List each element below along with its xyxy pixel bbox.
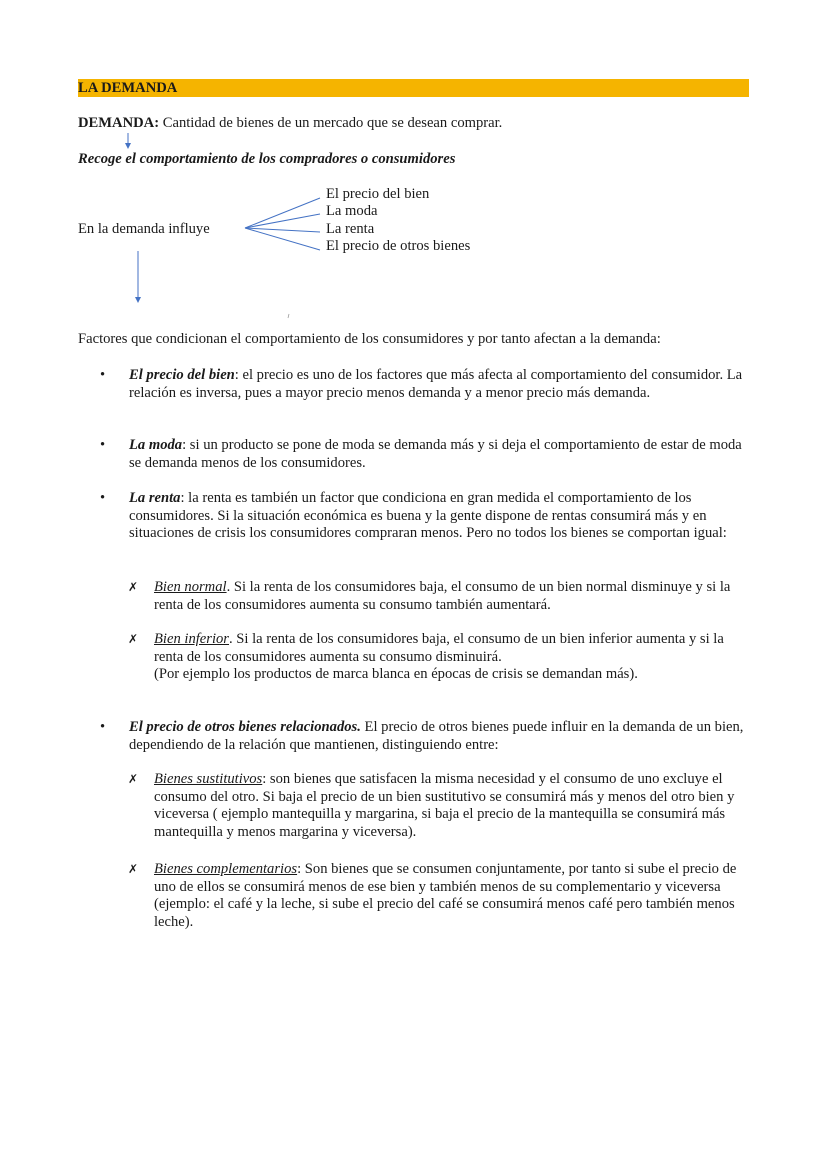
sub-item bbox=[128, 861, 750, 931]
factor-item bbox=[100, 367, 750, 402]
factor-term: El precio de otros bienes relacionados. bbox=[129, 719, 361, 735]
sub-item bbox=[128, 771, 750, 841]
bullet-icon: • bbox=[100, 719, 106, 735]
recoge-line: Recoge el comportamiento de los compradores o consumidores bbox=[78, 151, 456, 167]
cross-mark-icon: ✗ bbox=[128, 632, 139, 646]
factor-term: La moda bbox=[129, 437, 183, 453]
factor-term: La renta bbox=[129, 490, 181, 506]
influence-item: El precio del bien bbox=[326, 186, 430, 202]
definition-term: DEMANDA: bbox=[78, 115, 160, 131]
sub-term: Bienes complementarios bbox=[154, 861, 298, 877]
factor-text: El precio de otros bienes puede influir en la demanda de un bien, dependiendo de la relación que mantienen, distinguiendo entre: bbox=[129, 719, 744, 753]
sub-note: (Por ejemplo los productos de marca blanca en épocas de crisis se demandan más). bbox=[154, 666, 638, 682]
factor-text: : la renta es también un factor que condiciona en gran medida el comportamiento de los consumidores. Si la situación económica es buena y la gente dispone de rentas consumirá más y en situaciones de crisis los consumidores compraran menos. Pero no todos los bienes se comportan igual: bbox=[129, 490, 727, 541]
section-title: LA DEMANDA bbox=[78, 80, 178, 96]
influence-item: La renta bbox=[326, 221, 375, 237]
sub-term: Bien inferior bbox=[154, 631, 229, 647]
sub-term: Bienes sustitutivos bbox=[154, 771, 263, 787]
cross-mark-icon: ✗ bbox=[128, 862, 139, 876]
factor-text: : si un producto se pone de moda se demanda más y si deja el comportamiento de estar de moda se demanda menos de los consumidores. bbox=[129, 437, 742, 471]
sub-text: . Si la renta de los consumidores baja, el consumo de un bien inferior aumenta y si la renta de los consumidores aumenta su consumo disminuirá. bbox=[154, 631, 724, 665]
definition-text: Cantidad de bienes de un mercado que se desean comprar. bbox=[159, 115, 503, 131]
definition-line bbox=[78, 115, 502, 133]
factor-item bbox=[100, 490, 750, 543]
factor-text: : el precio es uno de los factores que más afecta al comportamiento del consumidor. La relación es inversa, pues a mayor precio menos demanda y a menor precio más demanda. bbox=[129, 367, 743, 401]
bullet-icon: • bbox=[100, 490, 106, 506]
influence-item: El precio de otros bienes bbox=[326, 238, 471, 254]
sub-text: : son bienes que satisfacen la misma necesidad y el consumo de uno excluye el consumo del otro. Si baja el precio de un bien sustitutivo se consumirá más y menos del otro bien y viceversa ( ejemplo mantequilla y margarina, si baja el precio de la mantequilla se consumirá más mantequilla y menos margarina y viceversa). bbox=[154, 771, 735, 840]
section-heading bbox=[78, 79, 749, 97]
bullet-icon: • bbox=[100, 367, 106, 383]
cross-mark-icon: ✗ bbox=[128, 580, 139, 594]
influence-label: En la demanda influye bbox=[78, 221, 210, 237]
factor-item bbox=[100, 437, 750, 472]
branch-line-1 bbox=[245, 198, 320, 228]
branch-line-2 bbox=[245, 214, 320, 228]
sub-text: . Si la renta de los consumidores baja, el consumo de un bien normal disminuye y si la renta de los consumidores aumenta su consumo también aumentará. bbox=[154, 579, 731, 613]
sub-term: Bien normal bbox=[154, 579, 227, 595]
cross-mark-icon: ✗ bbox=[128, 772, 139, 786]
influence-item: La moda bbox=[326, 203, 378, 219]
bullet-icon: • bbox=[100, 437, 106, 453]
factor-term: El precio del bien bbox=[129, 367, 235, 383]
stray-mark bbox=[288, 314, 289, 318]
sub-item bbox=[128, 631, 750, 684]
sub-item bbox=[128, 579, 750, 614]
factor-item bbox=[100, 719, 750, 754]
sub-text: : Son bienes que se consumen conjuntamente, por tanto si sube el precio de uno de ellos se consumirá menos de ese bien y también menos de su complementario y viceversa (ejemplo: el café y la leche, si sube el precio del café se consumirá menos café pero también menos leche). bbox=[154, 861, 737, 930]
factors-intro: Factores que condicionan el comportamiento de los consumidores y por tanto afectan a la demanda: bbox=[78, 331, 661, 347]
